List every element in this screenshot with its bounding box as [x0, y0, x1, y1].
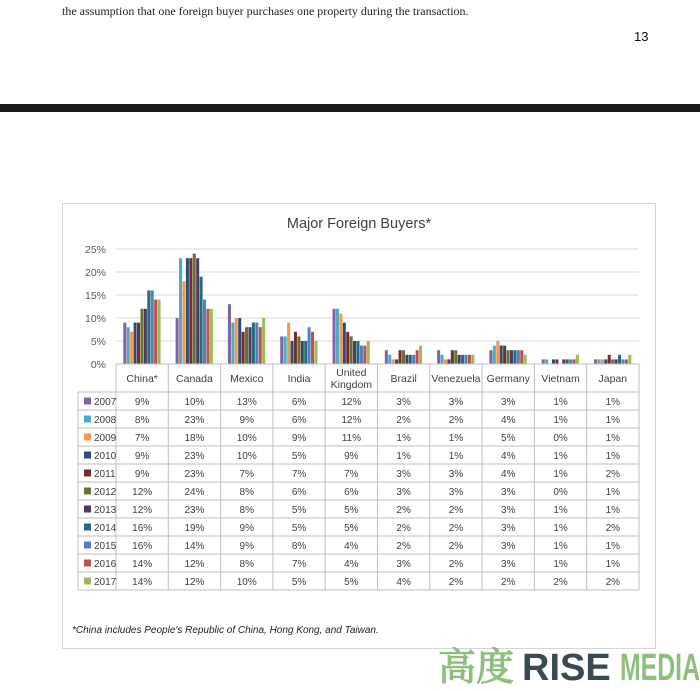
- data-label: 12%: [341, 397, 362, 408]
- x-category-label: Germany: [486, 373, 530, 385]
- data-label: 8%: [134, 415, 150, 426]
- data-label: 10%: [236, 433, 257, 444]
- y-tick-label: 0%: [90, 359, 106, 371]
- data-label: 1%: [553, 523, 568, 534]
- bar-2011-0: [137, 323, 140, 364]
- data-label: 1%: [553, 397, 568, 408]
- bar-2012-0: [140, 309, 143, 364]
- bar-2011-7: [503, 346, 506, 364]
- legend-key-2015: [84, 542, 91, 549]
- legend-label-2009: 2009: [94, 433, 117, 444]
- bar-2014-0: [147, 290, 150, 364]
- bar-2016-5: [416, 350, 419, 364]
- bar-2012-5: [402, 350, 405, 364]
- legend-label-2007: 2007: [94, 397, 117, 408]
- legend-key-2007: [84, 398, 91, 405]
- bar-2017-8: [576, 355, 579, 364]
- bar-2013-7: [510, 350, 513, 364]
- watermark-logo: [438, 642, 700, 686]
- legend-label-2014: 2014: [94, 523, 117, 534]
- data-label: 13%: [236, 397, 257, 408]
- data-label: 7%: [291, 559, 307, 570]
- chart-container: [62, 203, 656, 649]
- bar-2011-6: [451, 350, 454, 364]
- data-label: 9%: [344, 451, 359, 462]
- bar-2017-6: [471, 355, 474, 364]
- bar-2015-3: [308, 327, 311, 364]
- data-label: 2%: [448, 505, 464, 516]
- legend-key-2013: [84, 506, 91, 513]
- bar-2017-0: [158, 300, 161, 364]
- legend-key-2016: [84, 560, 91, 567]
- bar-2009-4: [339, 313, 342, 364]
- data-label: 1%: [448, 433, 464, 444]
- bar-2007-9: [594, 359, 597, 364]
- data-label: 9%: [239, 415, 254, 426]
- bar-2015-7: [517, 350, 520, 364]
- bar-2016-8: [573, 359, 576, 364]
- data-label: 5%: [344, 523, 359, 534]
- bar-2010-2: [238, 318, 241, 364]
- bar-2017-5: [419, 346, 422, 364]
- bar-2012-7: [507, 350, 510, 364]
- data-label: 1%: [553, 451, 568, 462]
- data-label: 3%: [501, 523, 516, 534]
- data-label: 1%: [605, 505, 621, 516]
- x-category-label: China*: [126, 373, 158, 385]
- data-label: 9%: [134, 397, 150, 408]
- bar-2012-4: [350, 336, 353, 364]
- legend-label-2011: 2011: [94, 469, 116, 480]
- bar-2013-5: [405, 355, 408, 364]
- legend-label-2010: 2010: [94, 451, 117, 462]
- data-label: 1%: [605, 415, 621, 426]
- bar-2017-3: [314, 341, 317, 364]
- bar-2017-9: [628, 355, 631, 364]
- bar-2008-0: [127, 327, 130, 364]
- bar-2007-6: [437, 350, 440, 364]
- watermark-svg: [438, 642, 700, 686]
- data-label: 16%: [132, 541, 153, 552]
- data-label: 4%: [501, 469, 516, 480]
- legend-label-2017: 2017: [94, 577, 117, 588]
- bar-2007-0: [123, 323, 126, 364]
- bar-2017-2: [262, 318, 265, 364]
- page-number: 13: [634, 29, 649, 44]
- bar-2015-9: [621, 359, 624, 364]
- bar-2008-9: [597, 359, 600, 364]
- data-label: 3%: [396, 397, 411, 408]
- data-label: 24%: [184, 487, 205, 498]
- legend-key-2009: [84, 434, 91, 441]
- data-label: 0%: [553, 433, 568, 444]
- data-label: 12%: [341, 415, 362, 426]
- data-label: 12%: [132, 487, 153, 498]
- bar-2008-8: [545, 359, 548, 364]
- bar-2016-4: [363, 346, 366, 364]
- bar-2012-9: [611, 359, 614, 364]
- bar-2012-1: [193, 254, 196, 364]
- data-label: 9%: [239, 541, 254, 552]
- data-label: 23%: [184, 451, 205, 462]
- legend-label-2016: 2016: [94, 559, 117, 570]
- legend-key-2012: [84, 488, 91, 495]
- bar-2010-4: [343, 323, 346, 364]
- bar-2013-9: [615, 359, 618, 364]
- legend-key-2008: [84, 416, 91, 423]
- data-label: 3%: [396, 469, 411, 480]
- data-label: 3%: [396, 559, 411, 570]
- bar-2013-8: [562, 359, 565, 364]
- bar-2017-1: [210, 309, 213, 364]
- data-label: 2%: [396, 505, 411, 516]
- data-label: 11%: [341, 433, 361, 444]
- bar-2014-3: [304, 341, 307, 364]
- bar-2013-3: [301, 341, 304, 364]
- data-label: 2%: [605, 577, 621, 588]
- bar-2007-7: [489, 350, 492, 364]
- y-tick-label: 10%: [84, 313, 106, 325]
- watermark-chinese: 高度: [438, 647, 515, 686]
- data-label: 10%: [236, 451, 257, 462]
- bar-2012-3: [297, 336, 300, 364]
- bar-2009-5: [392, 359, 395, 364]
- bar-2014-2: [252, 323, 255, 364]
- data-label: 3%: [501, 541, 516, 552]
- bar-2008-5: [388, 355, 391, 364]
- bar-2014-8: [566, 359, 569, 364]
- data-label: 2%: [396, 541, 411, 552]
- data-label: 5%: [344, 505, 359, 516]
- data-label: 8%: [239, 559, 254, 570]
- data-label: 2%: [448, 541, 464, 552]
- data-label: 6%: [344, 487, 359, 498]
- data-label: 8%: [239, 505, 254, 516]
- data-label: 14%: [184, 541, 205, 552]
- data-label: 4%: [501, 415, 516, 426]
- bar-2014-6: [461, 355, 464, 364]
- data-label: 19%: [184, 523, 205, 534]
- bar-2008-3: [284, 336, 287, 364]
- data-label: 9%: [134, 451, 150, 462]
- x-category-label: United: [336, 367, 367, 379]
- data-label: 1%: [396, 451, 411, 462]
- bar-2010-5: [395, 359, 398, 364]
- data-label: 2%: [553, 577, 568, 588]
- bar-2009-1: [182, 281, 185, 364]
- bar-2016-1: [206, 309, 209, 364]
- data-label: 2%: [396, 415, 411, 426]
- data-label: 18%: [184, 433, 205, 444]
- legend-label-2013: 2013: [94, 505, 117, 516]
- data-label: 1%: [553, 505, 568, 516]
- data-label: 3%: [501, 505, 516, 516]
- chart-title: Major Foreign Buyers*: [286, 216, 432, 232]
- bar-2011-3: [294, 332, 297, 364]
- legend-key-2017: [84, 578, 91, 585]
- legend-key-2014: [84, 524, 91, 531]
- bar-2011-8: [555, 359, 558, 364]
- bar-2016-3: [311, 332, 314, 364]
- bar-2016-6: [468, 355, 471, 364]
- page-divider: [0, 104, 700, 112]
- bar-2010-7: [500, 346, 503, 364]
- data-label: 1%: [605, 487, 621, 498]
- bar-2015-4: [360, 346, 363, 364]
- data-label: 1%: [605, 433, 621, 444]
- data-label: 2%: [448, 523, 464, 534]
- bar-2009-3: [287, 323, 290, 364]
- data-label: 3%: [501, 559, 516, 570]
- data-label: 6%: [291, 487, 307, 498]
- page-top-text: the assumption that one foreign buyer purchases one property during the transaction.: [62, 4, 469, 18]
- data-label: 9%: [134, 469, 150, 480]
- bar-2015-2: [255, 323, 258, 364]
- bar-2016-7: [520, 350, 523, 364]
- data-label: 1%: [396, 433, 411, 444]
- data-label: 2%: [448, 415, 464, 426]
- bar-2010-9: [604, 359, 607, 364]
- data-label: 9%: [291, 433, 307, 444]
- bar-2016-2: [259, 327, 262, 364]
- bar-2016-9: [625, 359, 628, 364]
- data-label: 1%: [553, 469, 568, 480]
- bar-2012-2: [245, 327, 248, 364]
- data-label: 5%: [501, 433, 516, 444]
- data-label: 4%: [344, 559, 359, 570]
- bar-2009-0: [130, 332, 133, 364]
- data-label: 6%: [291, 415, 307, 426]
- data-label: 8%: [239, 487, 254, 498]
- data-label: 12%: [184, 577, 205, 588]
- y-tick-label: 15%: [84, 290, 106, 302]
- bar-2013-1: [196, 258, 199, 364]
- x-category-label: India: [287, 373, 311, 385]
- data-label: 14%: [132, 559, 153, 570]
- y-tick-label: 25%: [84, 244, 106, 256]
- data-label: 23%: [184, 469, 205, 480]
- bar-2011-1: [189, 258, 192, 364]
- bar-2010-0: [134, 323, 137, 364]
- data-label: 3%: [448, 487, 464, 498]
- data-label: 6%: [291, 397, 307, 408]
- bar-2009-6: [444, 359, 447, 364]
- bar-2008-7: [493, 346, 496, 364]
- bar-2017-4: [367, 341, 370, 364]
- data-label: 12%: [184, 559, 205, 570]
- y-tick-label: 5%: [90, 336, 106, 348]
- bar-2009-2: [235, 318, 238, 364]
- data-label: 2%: [448, 559, 464, 570]
- data-label: 1%: [553, 415, 568, 426]
- bar-2012-6: [454, 350, 457, 364]
- bar-2015-1: [203, 300, 206, 364]
- bar-2015-8: [569, 359, 572, 364]
- bar-2015-5: [412, 355, 415, 364]
- bar-2009-9: [601, 359, 604, 364]
- legend-label-2015: 2015: [94, 541, 117, 552]
- legend-label-2012: 2012: [94, 487, 117, 498]
- bar-2010-6: [447, 359, 450, 364]
- bar-2008-1: [179, 258, 182, 364]
- data-label: 1%: [605, 451, 621, 462]
- data-label: 5%: [291, 505, 307, 516]
- data-label: 2%: [501, 577, 516, 588]
- bar-2010-3: [290, 341, 293, 364]
- data-label: 3%: [501, 397, 516, 408]
- bar-2007-5: [385, 350, 388, 364]
- bar-2011-5: [399, 350, 402, 364]
- data-label: 12%: [132, 505, 153, 516]
- bar-2015-0: [151, 290, 154, 364]
- data-label: 14%: [132, 577, 153, 588]
- data-label: 2%: [605, 523, 621, 534]
- data-label: 2%: [448, 577, 464, 588]
- bar-2013-0: [144, 309, 147, 364]
- bar-2011-2: [242, 332, 245, 364]
- data-label: 3%: [501, 487, 516, 498]
- data-label: 10%: [236, 577, 257, 588]
- bar-2013-2: [248, 327, 251, 364]
- bar-2007-3: [280, 336, 283, 364]
- data-label: 23%: [184, 505, 205, 516]
- legend-label-2008: 2008: [94, 415, 117, 426]
- data-label: 1%: [448, 451, 464, 462]
- bar-2017-7: [524, 355, 527, 364]
- bar-2013-4: [353, 341, 356, 364]
- x-category-label: Japan: [598, 373, 628, 385]
- watermark-media: MEDIA: [620, 647, 700, 686]
- bar-2014-4: [356, 341, 359, 364]
- bar-2010-8: [552, 359, 555, 364]
- chart-svg: [63, 204, 655, 648]
- data-label: 0%: [553, 487, 568, 498]
- data-label: 1%: [605, 559, 621, 570]
- bar-2011-4: [346, 332, 349, 364]
- x-category-label: Canada: [176, 373, 213, 385]
- data-label: 3%: [448, 469, 464, 480]
- bar-2007-2: [228, 304, 231, 364]
- data-label: 7%: [239, 469, 254, 480]
- data-label: 5%: [291, 577, 307, 588]
- data-label: 1%: [553, 541, 568, 552]
- data-label: 23%: [184, 415, 205, 426]
- bar-2008-6: [441, 355, 444, 364]
- bar-2007-8: [542, 359, 545, 364]
- bar-2010-1: [186, 258, 189, 364]
- x-category-label: Vietnam: [541, 373, 580, 385]
- bar-2014-9: [618, 355, 621, 364]
- data-label: 3%: [396, 487, 411, 498]
- data-label: 10%: [184, 397, 205, 408]
- bar-2013-6: [458, 355, 461, 364]
- data-label: 7%: [134, 433, 150, 444]
- data-label: 2%: [605, 469, 621, 480]
- x-category-label: Mexico: [230, 373, 264, 385]
- data-label: 4%: [344, 541, 359, 552]
- data-label: 5%: [344, 577, 359, 588]
- data-label: 16%: [132, 523, 153, 534]
- chart-footnote: *China includes People's Republic of China, Hong Kong, and Taiwan.: [72, 625, 379, 636]
- bar-2007-1: [176, 318, 179, 364]
- x-category-label: Brazil: [390, 373, 417, 385]
- bar-2008-4: [336, 309, 339, 364]
- bar-2009-7: [496, 341, 499, 364]
- bar-2007-4: [333, 309, 336, 364]
- data-label: 8%: [291, 541, 307, 552]
- bar-2014-1: [200, 277, 203, 364]
- data-label: 5%: [291, 451, 307, 462]
- y-tick-label: 20%: [84, 267, 106, 279]
- data-label: 7%: [344, 469, 359, 480]
- data-label: 1%: [605, 397, 621, 408]
- x-category-label: Venezuela: [431, 373, 481, 385]
- bar-2015-6: [465, 355, 468, 364]
- bar-2011-9: [608, 355, 611, 364]
- data-label: 1%: [605, 541, 621, 552]
- bar-2016-0: [154, 300, 157, 364]
- data-label: 4%: [501, 451, 516, 462]
- bar-2014-7: [513, 350, 516, 364]
- legend-key-2010: [84, 452, 91, 459]
- data-label: 2%: [396, 523, 411, 534]
- data-label: 4%: [396, 577, 411, 588]
- data-label: 7%: [291, 469, 307, 480]
- bar-2008-2: [231, 323, 234, 364]
- watermark-rise: RISE: [522, 647, 611, 686]
- data-label: 5%: [291, 523, 307, 534]
- data-label: 3%: [448, 397, 464, 408]
- data-label: 9%: [239, 523, 254, 534]
- x-category-label: Kingdom: [330, 379, 373, 391]
- data-label: 1%: [553, 559, 568, 570]
- legend-key-2011: [84, 470, 91, 477]
- bar-2014-5: [409, 355, 412, 364]
